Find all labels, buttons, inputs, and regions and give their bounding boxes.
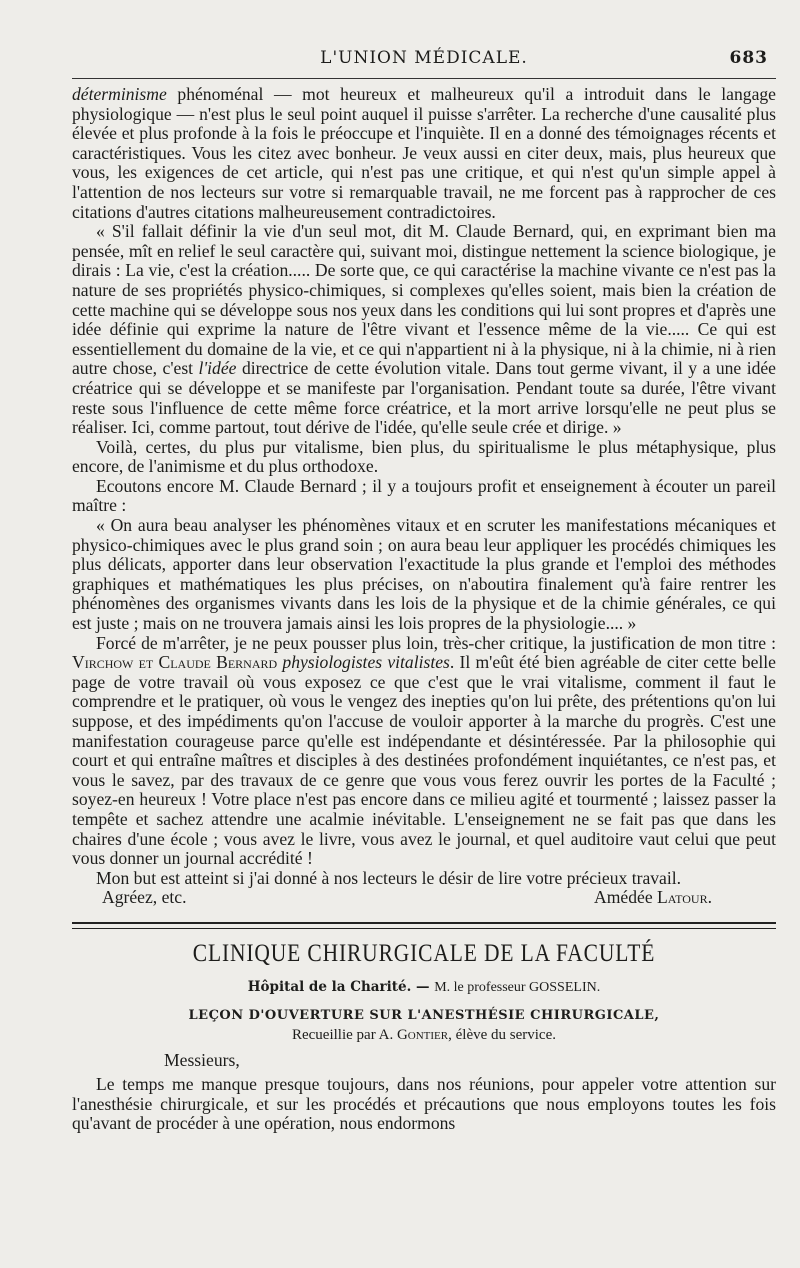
recorded-by-suffix: , élève du service.: [448, 1026, 556, 1043]
paragraph-6-text-b: . Il m'eût été bien agréable de citer cette belle page de votre travail où vous exposez ce que c'est que le vrai vitalisme, comment il faut le comprendre et le pratiquer, où vous le vengez des inepties qu'on lui prête, des prétentions qu'on lui suppose, et des impédiments qu'on l'accuse de vouloir apporter à la marche du progrès. C'est une manifestation courageuse parce qu'elle est indépendante et désintéressée. Par la philosophie qui court et qui entraîne maîtres et disciples à des destinées profondément inquiétantes, ce n'est pas, et vous le savez, par des travaux de ce genre que vous vous ferez ouvrir les portes de la Faculté ; soyez-en heureux ! Votre place n'est pas encore dans ce milieu agité et tourmenté ; laissez passer la tempête et sachez attendre une acalmie inévitable. L'enseignement ne se fait pas que dans les chaires d'une école ; vous avez le livre, vous avez le journal, et quel auditoire vaut celui que peut vous donner un journal accrédité !: [72, 652, 776, 869]
paragraph-3: Voilà, certes, du plus pur vitalisme, bien plus, du spiritualisme le plus métaphysique, plus encore, de l'animisme et du plus orthodoxe.: [72, 436, 776, 477]
article-title-italic: physiologistes vitalistes: [282, 652, 450, 673]
lecture-title: LEÇON D'OUVERTURE SUR L'ANESTHÉSIE CHIRURGICALE,: [188, 1007, 660, 1023]
header-rule: [72, 78, 776, 79]
article-body: [72, 85, 776, 908]
hospital-name: Hôpital de la Charité. —: [247, 978, 435, 995]
professor-name: M. le professeur GOSSELIN.: [434, 979, 601, 995]
recorded-by-prefix: Recueillie par A.: [291, 1026, 397, 1043]
paragraph-5-quote: « On aura beau analyser les phénomènes vitaux et en scruter les manifestations mécaniques et physico-chimiques avec le plus grand soin ; on aura beau leur appliquer les procédés chimiques les plus délicats, apporter dans leur observation l'exactitude la plus grande et l'emploi des méthodes graphiques et mathématiques les plus précises, on n'aboutira finalement qu'à faire rentrer les phénomènes des organismes vivants dans les lois de la physique et de la chimie générales, ce qui est juste ; mais on ne trouvera jamais ainsi les lois propres de la physiologie.... »: [72, 515, 776, 634]
paragraph-6: [72, 634, 776, 869]
salutation: Messieurs,: [164, 1049, 240, 1070]
section-title: CLINIQUE CHIRURGICALE DE LA FACULTÉ: [192, 939, 656, 967]
lecture-paragraph-1: Le temps me manque presque toujours, dans nos réunions, pour appeler votre attention sur l'anesthésie chirurgicale, et sur les procédés et précautions que nous employons toutes les fois qu'avant de procéder à une opération, nous endormons: [72, 1073, 776, 1134]
paragraph-1: [72, 85, 776, 222]
author-first-name: Amédée: [594, 887, 658, 908]
running-head: [72, 40, 776, 74]
section-divider: [72, 922, 776, 929]
paragraph-6-text-a: Forcé de m'arrêter, je ne peux pousser plus loin, très-cher critique, la justification de mon titre :: [96, 632, 776, 653]
page-number: 683: [729, 48, 768, 68]
greeting: Agréez, etc.: [102, 887, 187, 908]
paragraph-7: Mon but est atteint si j'ai donné à nos lecteurs le désir de lire votre précieux travail.: [96, 867, 682, 888]
author-period: .: [707, 887, 712, 908]
lead-word: déterminisme: [72, 84, 167, 104]
paragraph-4: Ecoutons encore M. Claude Bernard ; il y a toujours profit et enseignement à écouter un pareil maître :: [72, 475, 776, 516]
signoff: [72, 888, 776, 908]
idee-emphasis: l'idée: [198, 358, 237, 379]
author-last-name: Latour: [657, 887, 708, 908]
paragraph-1-text: phénoménal — mot heureux et malheureux qu'il a introduit dans le langage physiologique — n'est plus le seul point auquel il puisse s'arrêter. La recherche d'une causalité plus élevée et plus profonde à la fois le préoccupe et l'inquiète. Il en a donné des témoignages récents et caractéristiques. Vous les citez avec bonheur. Je veux aussi en citer deux, mais, plus heureux que vous, les exigences de cet article, qui n'est pas une critique, et qui n'est qu'un simple appel à l'attention de nos lecteurs sur votre si remarquable travail, ne me forcent pas à rapprocher de ces citations d'autres citations malheureusement contradictoires.: [72, 84, 776, 222]
author-signature: [594, 888, 712, 908]
lecture-body: [72, 1075, 776, 1134]
quote-text-b: directrice de cette évolution vitale. Dans tout germe vivant, il y a une idée créatrice qui se développe et se manifeste par l'organisation. Pendant toute sa durée, l'être vivant reste sous l'influence de cette même force créatrice, et la mort arrive lorsqu'elle ne peut plus se réaliser. Ici, comme partout, tout dérive de l'idée, qu'elle seule crée et dirige. »: [72, 358, 776, 438]
paragraph-2-quote: [72, 222, 776, 438]
recorder-name: Gontier: [396, 1026, 449, 1043]
hospital-line: [72, 979, 776, 996]
journal-title: L'UNION MÉDICALE.: [320, 48, 528, 68]
recorded-by: [72, 1027, 776, 1044]
article-title-smallcaps: Virchow et Claude Bernard: [72, 652, 278, 673]
quote-text-a: « S'il fallait définir la vie d'un seul mot, dit M. Claude Bernard, qui, en exprimant bien ma pensée, mît en relief le seul caractère qui, suivant moi, distingue nettement la science biologique, je dirais : La vie, c'est la création..... De sorte que, ce qui caractérise la machine vivante ce n'est pas la nature de ses propriétés physico-chimiques, si complexes qu'elles soient, mais bien la création de cette machine qui se développe sous nos yeux dans les conditions qui lui sont propres et d'après une idée définie qui exprime la nature de l'être vivant et l'essence même de la vie..... Ce qui est essentiellement du domaine de la vie, et ce qui n'appartient ni à la physique, ni à la chimie, ni à rien autre chose, c'est: [72, 221, 776, 379]
